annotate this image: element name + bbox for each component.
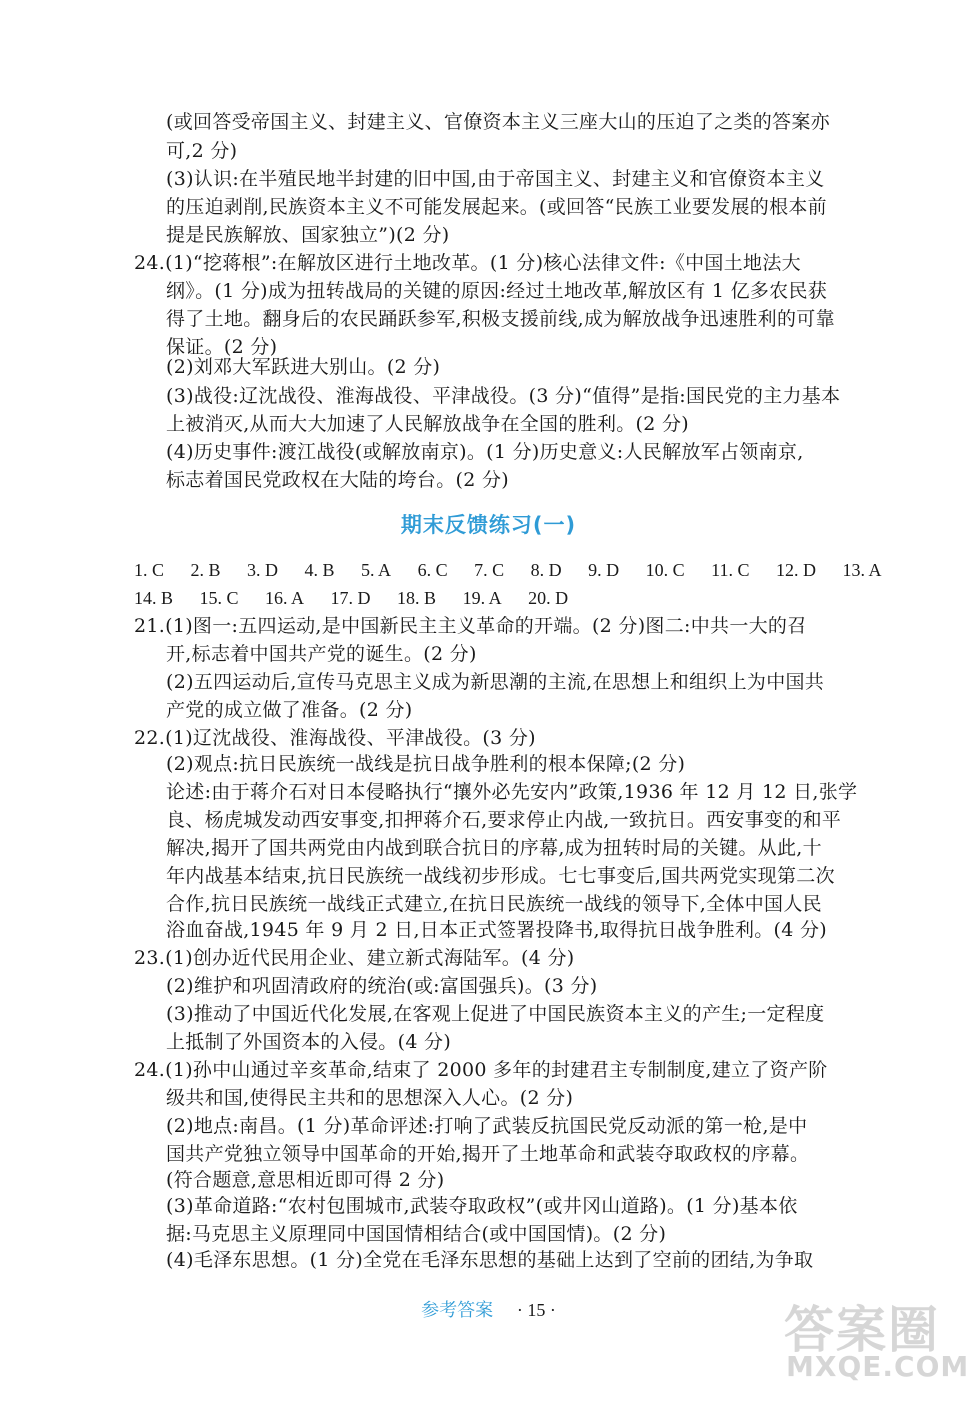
text-line: 合作,抗日民族统一战线正式建立,在抗日民族统一战线的领导下,全体中国人民	[166, 893, 822, 915]
mc-answer: 12. D	[775, 560, 816, 580]
mc-answers-row-2	[134, 585, 590, 611]
mc-answer: 17. D	[330, 588, 371, 608]
mc-answer: 15. C	[199, 588, 239, 608]
text-line: (2)地点:南昌。(1 分)革命评述:打响了武装反抗国民党反动派的第一枪,是中	[166, 1115, 808, 1137]
mc-answer: 13. A	[842, 560, 882, 580]
mc-answer: 19. A	[462, 588, 502, 608]
text-line: 级共和国,使得民主共和的思想深入人心。(2 分)	[166, 1087, 574, 1109]
text-line: 标志着国民党政权在大陆的垮台。(2 分)	[166, 469, 509, 491]
text-line: 据:马克思主义原理同中国国情相结合(或中国国情)。(2 分)	[166, 1223, 667, 1245]
text-line: 提是民族解放、国家独立”)(2 分)	[166, 224, 450, 246]
text-line: (3)革命道路:“农村包围城市,武装夺取政权”(或井冈山道路)。(1 分)基本依	[166, 1195, 798, 1217]
footer-label: 参考答案	[421, 1300, 494, 1321]
text-line: 浴血奋战,1945 年 9 月 2 日,日本正式签署投降书,取得抗日战争胜利。(4 分)	[166, 919, 828, 941]
watermark-text: 答案圈	[784, 1301, 940, 1359]
mc-answer: 8. D	[530, 560, 562, 580]
text-line: 的压迫剥削,民族资本主义不可能发展起来。(或回答“民族工业要发展的根本前	[166, 196, 827, 218]
mc-answer: 5. A	[361, 560, 392, 580]
text-line: 论述:由于蒋介石对日本侵略执行“攘外必先安内”政策,1936 年 12 月 12 日,张学	[166, 781, 858, 803]
mc-answer: 16. A	[265, 588, 305, 608]
mc-answer: 6. C	[417, 560, 448, 580]
mc-answer: 10. C	[645, 560, 685, 580]
text-line: 上被消灭,从而大大加速了人民解放战争在全国的胜利。(2 分)	[166, 413, 689, 435]
text-line: 产党的成立做了准备。(2 分)	[166, 699, 413, 721]
text-line: 纲》。(1 分)成为扭转战局的关键的原因:经过土地改革,解放区有 1 亿多农民获	[166, 280, 828, 302]
text-line: (2)刘邓大军跃进大别山。(2 分)	[166, 356, 441, 378]
text-line: (4)毛泽东思想。(1 分)全党在毛泽东思想的基础上达到了空前的团结,为争取	[166, 1249, 814, 1271]
text-line: 24.(1)“挖蒋根”:在解放区进行土地改革。(1 分)核心法律文件:《中国土地法大	[134, 252, 801, 274]
mc-answer: 7. C	[474, 560, 505, 580]
mc-answer: 14. B	[134, 588, 174, 608]
text-line: 23.(1)创办近代民用企业、建立新式海陆军。(4 分)	[134, 947, 575, 969]
text-line: 得了土地。翻身后的农民踊跃参军,积极支援前线,成为解放战争迅速胜利的可靠	[166, 308, 835, 330]
text-line: (2)维护和巩固清政府的统治(或:富国强兵)。(3 分)	[166, 975, 598, 997]
mc-answers-row-1	[134, 557, 881, 583]
text-line: 良、杨虎城发动西安事变,扣押蒋介石,要求停止内战,一致抗日。西安事变的和平	[166, 809, 842, 831]
mc-answer: 3. D	[247, 560, 279, 580]
text-line: (符合题意,意思相近即可得 2 分)	[166, 1169, 445, 1191]
text-line: 24.(1)孙中山通过辛亥革命,结束了 2000 多年的封建君主专制制度,建立了资产阶	[134, 1059, 828, 1081]
text-line: 解决,揭开了国共两党由内战到联合抗日的序幕,成为扭转时局的关键。从此,十	[166, 837, 822, 859]
mc-answer: 4. B	[304, 560, 335, 580]
text-line: (或回答受帝国主义、封建主义、官僚资本主义三座大山的压迫了之类的答案亦	[166, 111, 830, 133]
text-line: (2)观点:抗日民族统一战线是抗日战争胜利的根本保障;(2 分)	[166, 753, 686, 775]
watermark-url: MXQE.COM	[786, 1350, 970, 1383]
text-line: (2)五四运动后,宣传马克思主义成为新思潮的主流,在思想上和组织上为中国共	[166, 671, 825, 693]
mc-answer: 18. B	[397, 588, 437, 608]
page-number: · 15 ·	[516, 1300, 556, 1320]
text-line: 开,标志着中国共产党的诞生。(2 分)	[166, 643, 477, 665]
text-line: 21.(1)图一:五四运动,是中国新民主主义革命的开端。(2 分)图二:中共一大的召	[134, 615, 807, 637]
text-line: 保证。(2 分)	[166, 336, 278, 358]
mc-answer: 20. D	[528, 588, 569, 608]
text-line: (3)战役:辽沈战役、淮海战役、平津战役。(3 分)“值得”是指:国民党的主力基本	[166, 385, 841, 407]
text-line: (3)认识:在半殖民地半封建的旧中国,由于帝国主义、封建主义和官僚资本主义	[166, 168, 825, 190]
mc-answer: 2. B	[190, 560, 221, 580]
mc-answer: 11. C	[711, 560, 750, 580]
section-title: 期末反馈练习(一)	[400, 513, 577, 537]
text-line: 年内战基本结束,抗日民族统一战线初步形成。七七事变后,国共两党实现第二次	[166, 865, 835, 887]
mc-answer: 9. D	[588, 560, 620, 580]
text-line: (3)推动了中国近代化发展,在客观上促进了中国民族资本主义的产生;一定程度	[166, 1003, 825, 1025]
watermark-logo	[784, 1290, 970, 1388]
mc-answer: 1. C	[134, 560, 165, 580]
text-line: 国共产党独立领导中国革命的开始,揭开了土地革命和武装夺取政权的序幕。	[166, 1143, 810, 1165]
text-line: (4)历史事件:渡江战役(或解放南京)。(1 分)历史意义:人民解放军占领南京,	[166, 441, 804, 463]
text-line: 上抵制了外国资本的入侵。(4 分)	[166, 1031, 452, 1053]
text-line: 22.(1)辽沈战役、淮海战役、平津战役。(3 分)	[134, 727, 536, 749]
text-line: 可,2 分)	[166, 140, 238, 162]
